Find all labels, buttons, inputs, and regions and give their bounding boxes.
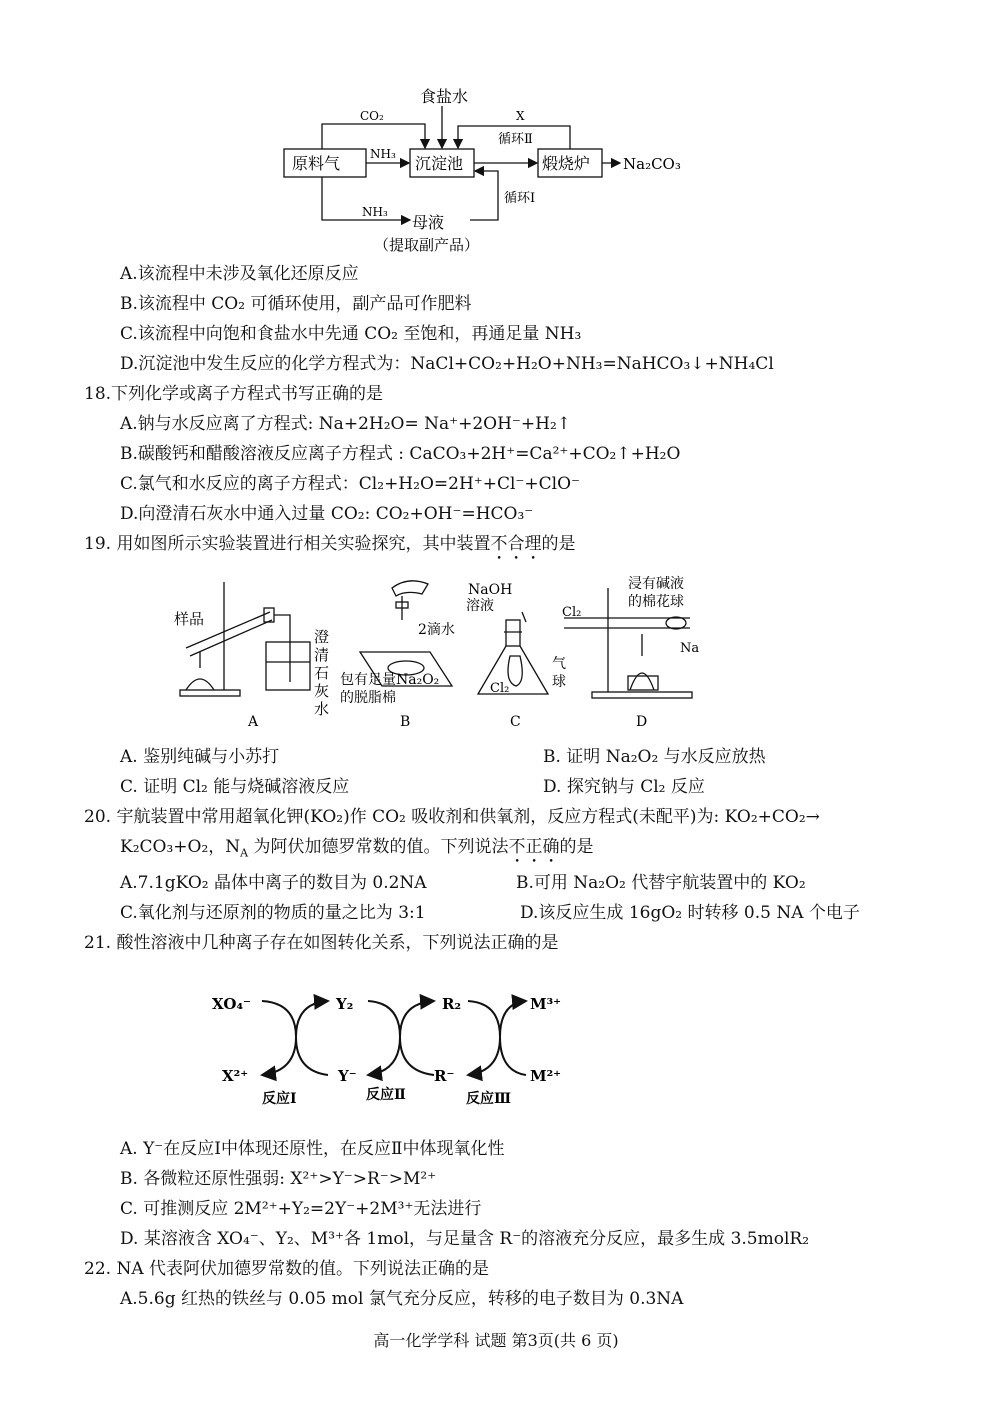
co2-label: CO₂	[360, 109, 384, 123]
sample-label: 样品	[174, 610, 205, 628]
q21-stem: 21. 酸性溶液中几种离子存在如图转化关系，下列说法正确的是	[84, 933, 559, 953]
na-label: Na	[680, 641, 700, 656]
q19-option-b: B. 证明 Na₂O₂ 与水反应放热	[543, 747, 766, 767]
q20-option-a: A.7.1gKO₂ 晶体中离子的数目为 0.2NA	[120, 873, 427, 893]
cl2-d-label: Cl₂	[562, 605, 582, 620]
q17-option-a: A.该流程中未涉及氧化还原反应	[120, 264, 359, 284]
cycle2-label: 循环Ⅱ	[498, 132, 533, 147]
salt-water-label: 食盐水	[420, 87, 469, 106]
apparatus-figure	[160, 572, 720, 732]
m3-label: M³⁺	[530, 995, 562, 1013]
ym-label: Y⁻	[338, 1067, 357, 1085]
label-a: A	[248, 714, 259, 730]
q21-option-b: B. 各微粒还原性强弱: X²⁺>Y⁻>R⁻>M²⁺	[120, 1169, 437, 1189]
q19-stem: 19. 用如图所示实验装置进行相关实验探究，其中装置不合理的是	[84, 534, 576, 554]
label-b: B	[400, 714, 411, 730]
q18-option-c: C.氯气和水反应的离子方程式：Cl₂+H₂O=2H⁺+Cl⁻+ClO⁻	[120, 474, 581, 494]
x-label: X	[516, 109, 525, 123]
balloon-char-1: 气	[552, 656, 566, 672]
q20-option-b: B.可用 Na₂O₂ 代替宇航装置中的 KO₂	[516, 873, 806, 893]
limewater-char-5: 水	[314, 700, 330, 718]
q21-option-c: C. 可推测反应 2M²⁺+Y₂=2Y⁻+2M³⁺无法进行	[120, 1199, 482, 1219]
q18-option-b: B.碳酸钙和醋酸溶液反应离子方程式 : CaCO₃+2H⁺=Ca²⁺+CO₂↑+H₂O	[120, 444, 681, 464]
q20-option-d: D.该反应生成 16gO₂ 时转移 0.5 NA 个电子	[520, 903, 860, 923]
q19-option-a: A. 鉴别纯碱与小苏打	[120, 747, 280, 767]
q20-option-c: C.氧化剂与还原剂的物质的量之比为 3:1	[120, 903, 426, 923]
r2-label: R₂	[442, 995, 462, 1013]
apparatus-c	[478, 612, 548, 694]
q18-stem: 18.下列化学或离子方程式书写正确的是	[84, 384, 384, 404]
reaction-3-label: 反应Ⅲ	[466, 1091, 512, 1107]
q19-option-c: C. 证明 Cl₂ 能与烧碱溶液反应	[120, 777, 350, 797]
nh3-b-label: NH₃	[362, 205, 388, 219]
mother-label: 母液	[412, 213, 445, 232]
reaction-1-label: 反应Ⅰ	[262, 1091, 297, 1107]
precip-pool-label: 沉淀池	[415, 154, 464, 173]
byproduct-label: （提取副产品）	[374, 236, 480, 254]
balloon-label	[552, 656, 566, 690]
q21-option-a: A. Y⁻在反应Ⅰ中体现还原性，在反应Ⅱ中体现氧化性	[120, 1139, 505, 1159]
q20-stem-line2: K₂CO₃+O₂，$N_A$ 为阿伏加德罗常数的值。下列说法不正确的是	[120, 837, 594, 860]
page-footer: 高一化学学科 试题 第3页(共 6 页)	[373, 1331, 619, 1350]
balloon-char-2: 球	[552, 674, 566, 690]
raw-gas-label: 原料气	[292, 154, 341, 173]
limewater-char-3: 石	[314, 664, 330, 682]
cycle1-label: 循环Ⅰ	[504, 191, 536, 206]
q17-option-d: D.沉淀池中发生反应的化学方程式为：NaCl+CO₂+H₂O+NH₃=NaHCO₃↓+NH₄Cl	[120, 354, 774, 374]
naoh-label-a: NaOH	[468, 582, 513, 598]
calciner-label: 煅烧炉	[542, 154, 591, 173]
q22-stem: 22. NA 代表阿伏加德罗常数的值。下列说法正确的是	[84, 1259, 489, 1279]
limewater-char-2: 清	[314, 646, 330, 664]
q17-option-c: C.该流程中向饱和食盐水中先通 CO₂ 至饱和，再通足量 NH₃	[120, 324, 582, 344]
limewater-char-4: 灰	[314, 682, 330, 700]
xo4-label: XO₄⁻	[212, 995, 251, 1013]
apparatus-a	[180, 582, 310, 696]
alkali-label-b: 的棉花球	[628, 594, 684, 610]
q17-option-b: B.该流程中 CO₂ 可循环使用，副产品可作肥料	[120, 294, 472, 314]
cotton-label-a: 包有足量Na₂O₂	[340, 672, 440, 688]
two-drops-label: 2滴水	[418, 622, 455, 638]
q18-option-d: D.向澄清石灰水中通入过量 CO₂: CO₂+OH⁻=HCO₃⁻	[120, 504, 534, 524]
cotton-label-b: 的脱脂棉	[340, 690, 396, 706]
cl2-c-label: Cl₂	[490, 681, 510, 696]
ion-conversion-diagram	[200, 975, 600, 1115]
m2-label: M²⁺	[530, 1067, 562, 1085]
limewater-char-1: 澄	[314, 628, 330, 646]
q21-option-d: D. 某溶液含 XO₄⁻、Y₂、M³⁺各 1mol，与足量含 R⁻的溶液充分反应，最多生成 3.5molR₂	[120, 1229, 810, 1249]
reaction-2-label: 反应Ⅱ	[366, 1087, 406, 1103]
x2-label: X²⁺	[222, 1067, 249, 1085]
nh3-label: NH₃	[370, 147, 396, 161]
flow-diagram	[270, 80, 710, 260]
q19-option-d: D. 探究钠与 Cl₂ 反应	[543, 777, 705, 797]
naoh-label-b: 溶液	[466, 598, 494, 614]
label-d: D	[636, 714, 648, 730]
rm-label: R⁻	[434, 1067, 455, 1085]
product-label: Na₂CO₃	[623, 155, 681, 173]
alkali-label-a: 浸有碱液	[628, 576, 684, 592]
limewater-label	[314, 628, 329, 718]
label-c: C	[510, 714, 521, 730]
q18-option-a: A.钠与水反应离了方程式: Na+2H₂O= Na⁺+2OH⁻+H₂↑	[120, 414, 572, 434]
q20-stem-line1: 20. 宇航装置中常用超氧化钾(KO₂)作 CO₂ 吸收剂和供氧剂，反应方程式(未配平)为: KO₂+CO₂→	[84, 807, 820, 827]
y2-label: Y₂	[336, 995, 354, 1013]
q22-option-a: A.5.6g 红热的铁丝与 0.05 mol 氯气充分反应，转移的电子数目为 0.3NA	[120, 1289, 684, 1309]
